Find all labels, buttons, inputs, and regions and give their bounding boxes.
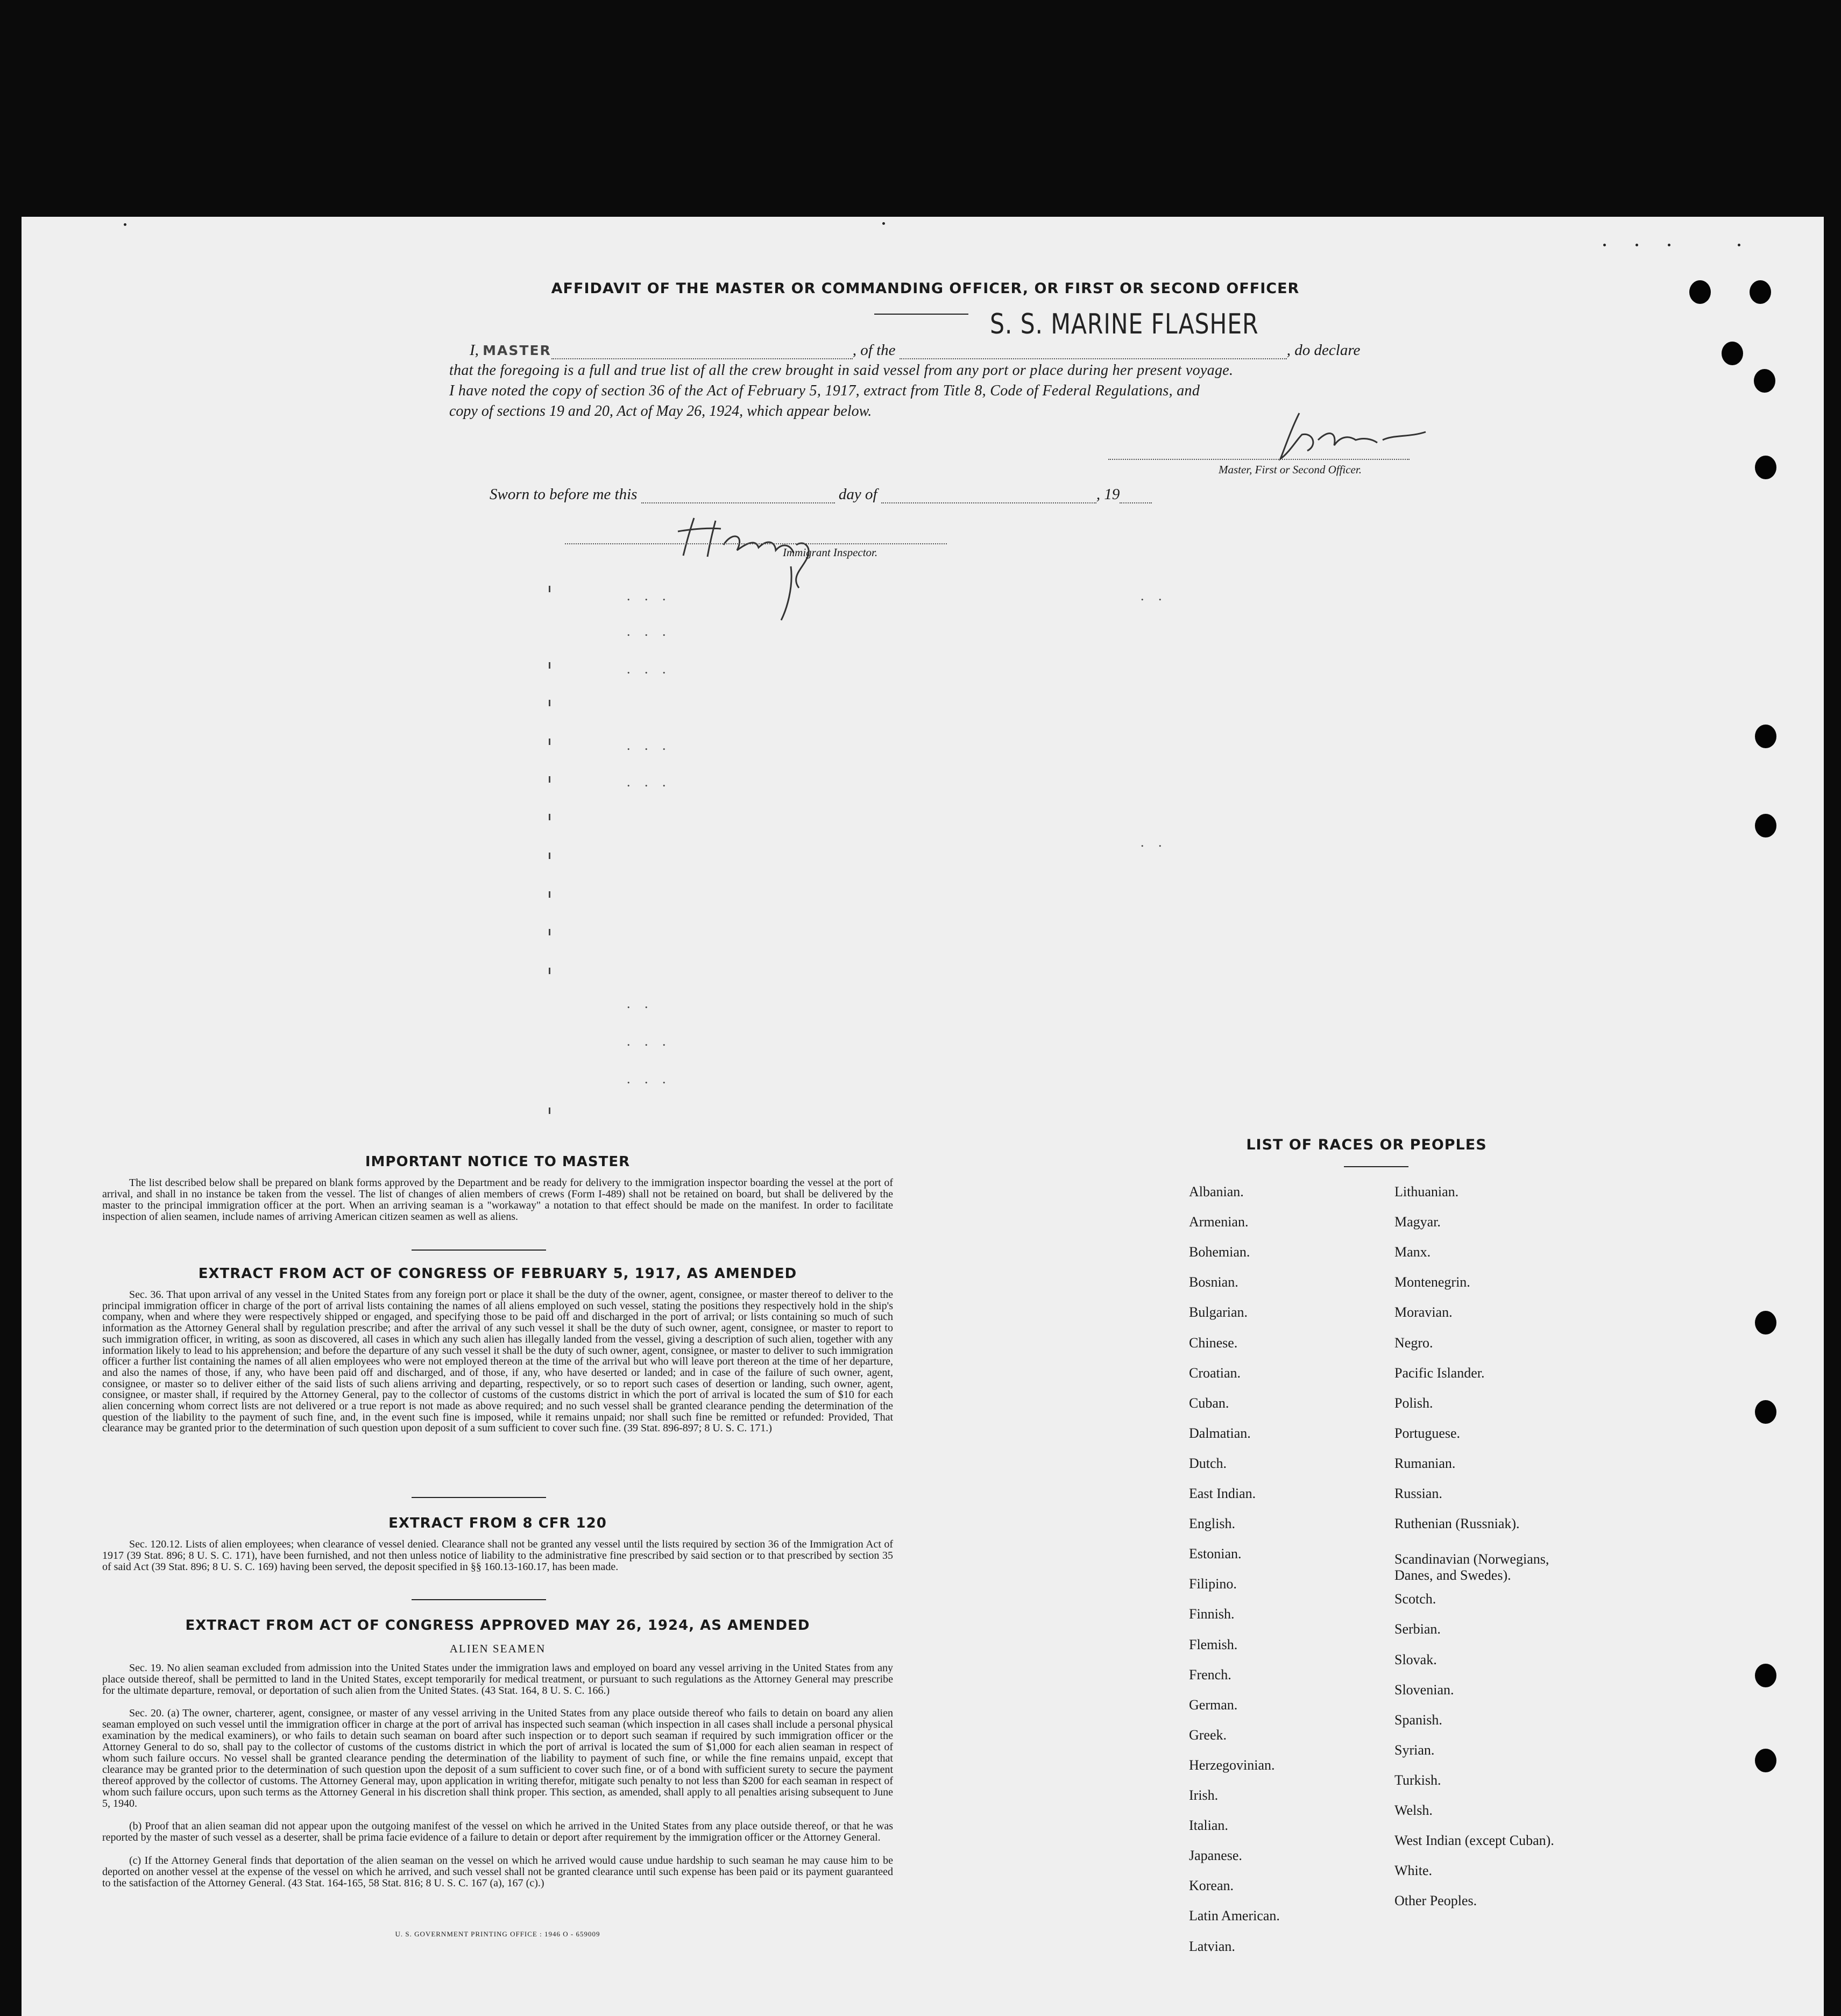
punch-hole xyxy=(1755,814,1776,837)
race-item: Chinese. xyxy=(1189,1334,1238,1351)
race-item: West Indian (except Cuban). xyxy=(1394,1833,1554,1849)
race-item: Latin American. xyxy=(1189,1908,1280,1924)
punch-hole xyxy=(1755,725,1776,748)
affidavit-line1 xyxy=(470,342,1360,359)
race-item: Welsh. xyxy=(1394,1802,1433,1819)
race-item: Syrian. xyxy=(1394,1742,1435,1758)
vessel-fill-line xyxy=(900,344,1287,359)
race-item: Filipino. xyxy=(1189,1576,1237,1592)
sworn-prefix: Sworn to before me this xyxy=(490,486,638,503)
race-item: Estonian. xyxy=(1189,1546,1242,1562)
extract-1924-sec19: Sec. 19. No alien seaman excluded from admission into the United States under the immigration laws and employed on board any vessel arriving in the United States from any place outside thereof, shall be permitted to land in the United States, except temporarily for medical treatment, or pursuant to such regulations as the Attorney General may prescribe for the ultimate departure, removal, or deportation of such alien from the United States. (43 Stat. 164, 8 U. S. C. 166.) xyxy=(102,1662,893,1696)
punch-hole xyxy=(1754,369,1775,393)
race-item: Magyar. xyxy=(1394,1214,1441,1230)
race-item: Polish. xyxy=(1394,1395,1433,1411)
race-item: Bosnian. xyxy=(1189,1274,1238,1290)
speck xyxy=(124,223,126,226)
section-divider xyxy=(412,1599,546,1600)
month-fill-line xyxy=(881,488,1096,503)
race-item: Serbian. xyxy=(1394,1621,1441,1637)
extract-1924-sec20a: Sec. 20. (a) The owner, charterer, agent, consignee, or master of any vessel arriving in the United States from any place outside thereof who fails to detain on board any alien seaman employed on such vessel until the immigration officer in charge at the port of arrival has inspected such seaman (which inspection in all cases shall include a personal physical examination by the medical examiners), or who fails to detain such seaman on board after such inspection or to deport such seaman if required by such immigration officer or the Attorney General to do so, shall pay to the collector of customs of the customs district in which the port of arrival is located the sum of $1,000 for each alien seaman in respect of whom such failure occurs. No vessel shall be granted clearance pending the determination of the liability to payment of such fine, or while the fine remains unpaid, except that clearance may be granted prior to the determination of such question upon the deposit of a sum sufficient to cover such fine, or of a bond with sufficient surety to secure the payment thereof approved by the collector of customs. The Attorney General may, upon application in writing therefor, mitigate such penalty to not less than $200 for each seaman in respect of whom such failure occurs, upon such terms as the Attorney General in his discretion shall think proper. This section, as amended, shall apply to all penalties arising subsequent to June 5, 1940. xyxy=(102,1707,893,1809)
punch-hole xyxy=(1755,1664,1776,1687)
race-item: Negro. xyxy=(1394,1334,1433,1351)
extract-1917-body: Sec. 36. That upon arrival of any vessel in the United States from any foreign port or place it shall be the duty of the owner, agent, consignee, or master thereof to deliver to the principal immigration officer in charge of the port of arrival lists containing the names of all aliens employed on such vessel, stating the positions they respectively hold in the ship's company, when and where they were respectively shipped or engaged, and specifying those to be paid off and discharged in the port of arrival; or lists containing so much of such information as the Attorney General shall by regulation prescribe; and after the arrival of any such vessel it shall be the duty of such owner, agent, consignee, or master to report to such immigration officer, in writing, as soon as discovered, all cases in which any such alien has illegally landed from the vessel, giving a description of such alien, together with any information likely to lead to his apprehension; and before the departure of any such vessel it shall be the duty of such owner, agent, consignee, or master to deliver to such immigration officer a further list containing the names of all alien employees who were not employed thereon at the time of the arrival but who will leave port thereon at the time of her departure, and also the names of those, if any, who have been paid off and discharged, and of those, if any, who have deserted or landed; and in case of the failure of such owner, agent, consignee, or master so to deliver either of the said lists of such aliens arriving and departing, respectively, or so to report such cases of desertion or landing, such owner, agent, consignee, or master shall, if required by the Attorney General, pay to the collector of customs of the customs district in which the port of arrival is located the sum of $10 for each alien concerning whom correct lists are not delivered or a true report is not made as above required; and no such vessel shall be granted clearance pending the determination of the question of the liability to the payment of such fine, and, in the event such fine is imposed, while it remains unpaid; nor shall such fine be remitted or refunded: Provided, That clearance may be granted prior to the determination of such question upon deposit of a sum sufficient to cover such fine. (39 Stat. 896-897; 8 U. S. C. 171.) xyxy=(102,1289,893,1435)
affidavit-title: AFFIDAVIT OF THE MASTER OR COMMANDING OFFICER, OR FIRST OR SECOND OFFICER xyxy=(551,280,1300,297)
speck xyxy=(1668,244,1670,246)
sworn-line xyxy=(490,486,1152,503)
race-item: Dalmatian. xyxy=(1189,1425,1251,1441)
race-item: Slovenian. xyxy=(1394,1681,1454,1698)
extract-cfr-title: EXTRACT FROM 8 CFR 120 xyxy=(388,1515,607,1531)
race-item: East Indian. xyxy=(1189,1486,1256,1501)
race-item: Cuban. xyxy=(1189,1395,1229,1411)
year-label: , 19 xyxy=(1096,486,1120,503)
race-item: Croatian. xyxy=(1189,1365,1241,1381)
race-item: Slovak. xyxy=(1394,1651,1437,1667)
notice-title: IMPORTANT NOTICE TO MASTER xyxy=(365,1154,631,1170)
race-item: Italian. xyxy=(1189,1818,1228,1834)
title-underline xyxy=(874,314,968,315)
race-item: Bohemian. xyxy=(1189,1244,1250,1260)
of-the-label: , of the xyxy=(852,342,896,359)
race-item: Montenegrin. xyxy=(1394,1274,1470,1290)
race-item: German. xyxy=(1189,1696,1238,1713)
rank-fill-line xyxy=(551,344,853,359)
race-item: Herzegovinian. xyxy=(1189,1757,1275,1773)
race-item: Lithuanian. xyxy=(1394,1184,1459,1199)
section-divider xyxy=(412,1250,546,1251)
race-item: Portuguese. xyxy=(1394,1425,1461,1441)
affidavit-line4: copy of sections 19 and 20, Act of May 26, 1924, which appear below. xyxy=(449,403,872,420)
punch-hole xyxy=(1755,1311,1776,1334)
race-item: Ruthenian (Russniak). xyxy=(1394,1516,1520,1532)
race-item: Turkish. xyxy=(1394,1772,1441,1788)
do-declare-label: , do declare xyxy=(1286,342,1361,359)
master-signature xyxy=(1248,408,1442,467)
race-item: Scandinavian (Norwegians, Danes, and Swedes). xyxy=(1394,1551,1549,1584)
race-item: Pacific Islander. xyxy=(1394,1365,1485,1381)
punch-hole xyxy=(1755,1400,1776,1424)
inspector-caption: Immigrant Inspector. xyxy=(783,546,878,559)
year-fill-line xyxy=(1120,488,1152,503)
race-item: Armenian. xyxy=(1189,1214,1249,1230)
race-item: Latvian. xyxy=(1189,1938,1235,1954)
day-fill-line xyxy=(641,488,835,503)
race-item: English. xyxy=(1189,1516,1235,1532)
race-item: Scotch. xyxy=(1394,1591,1436,1607)
document-page: AFFIDAVIT OF THE MASTER OR COMMANDING OFFICER, OR FIRST OR SECOND OFFICER S. S. MARINE FLASHER I, MASTER , of the , do declare that the foregoing is a full and true list of all the crew brought in said vessel from any port or place during her present voyage. I have noted the copy of section 36 of the Act of February 5, 1917, extract from Title 8, Code of Federal Regulations, and copy of sections 19 and 20, Act of May 26, 1924, which appear below. Master, First or Second Officer. Sworn to before me this day of , 19 Immigrant Inspector. . . . . . . . . . . . . . . . . . . . . . . . . . . . IMPORTANT NOTICE TO MASTER The list described below shall be prepared on blank forms approved by the Department and be ready for delivery to the immigration inspector boarding the vessel at the port of arrival, and shall in no instance be taken from the vessel. The list of changes of alien members of crews (Form I-489) shall not be retained on board, but shall be delivered by the master to the principal immigration officer at the port. When an arriving seaman is a "workaway" a notation to that effect should be made on the manifest. In order to facilitate inspection of alien seamen, include names of arriving American citizen seamen as well as aliens. EXTRACT FROM ACT OF CONGRESS OF FEBRUARY 5, 1917, AS AMENDED Sec. 36. That upon arrival of any vessel in the United States from any foreign port or place it shall be the duty of the owner, agent, consignee, or master thereof to deliver to the principal immigration officer in charge of the port of arrival lists containing the names of all aliens employed on such vessel, stating the positions they respectively hold in the ship's company, when and where they were respectively shipped or engaged, and specifying those to be paid off and discharged in the port of arrival; or lists containing so much of such information as the Attorney General shall by regulation prescribe; and after the arrival of any such vessel it shall be the duty of such owner, agent, consignee, or master to report to such immigration officer, in writing, as soon as discovered, all cases in which any such alien has illegally landed from the vessel, giving a description of such alien, together with any information likely to lead to his apprehension; and before the departure of any such vessel it shall be the duty of such owner, agent, consignee, or master to deliver to such immigration officer a further list containing the names of all alien employees who were not employed thereon at the time of the arrival but who will leave port thereon at the time of her departure, and also the names of those, if any, who have been paid off and discharged, and of those, if any, who have deserted or landed; and in case of the failure of such owner, agent, consignee, or master so to deliver either of the said lists of such aliens arriving and departing, respectively, or so to report such cases of desertion or landing, such owner, agent, consignee, or master shall, if required by the Attorney General, pay to the collector of customs of the customs district in which the port of arrival is located the sum of $10 for each alien concerning whom correct lists are not delivered or a true report is not made as above required; and no such vessel shall be granted clearance pending the determination of the question of the liability to the payment of such fine, and, in the event such fine is imposed, while it remains unpaid; nor shall such fine be remitted or refunded: Provided, That clearance may be granted prior to the determination of such question upon deposit of a sum sufficient to cover such fine. (39 Stat. 896-897; 8 U. S. C. 171.) EXTRACT FROM 8 CFR 120 Sec. 120.12. Lists of alien employees; when clearance of vessel denied. Clearance shall not be granted any vessel until the lists required by section 36 of the Immigration Act of 1917 (39 Stat. 896; 8 U. S. C. 171), have been furnished, and not then unless notice of liability to the administrative fine prescribed by said section or to that prescribed by section 35 of said Act (39 Stat. 896; 8 U. S. C. 169) having been served, the deposit specified in §§ 160.13-160.17, has been made. EXTRACT FROM ACT OF CONGRESS APPROVED MAY 26, 1924, AS AMENDED ALIEN SEAMEN Sec. 19. No alien seaman excluded from admission into the United States under the immigration laws and employed on board any vessel arriving in the United States from any place outside thereof, shall be permitted to land in the United States, except temporarily for medical treatment, or pursuant to such regulations as the Attorney General may prescribe for the ultimate departure, removal, or deportation of such alien from the United States. (43 Stat. 164, 8 U. S. C. 166.) Sec. 20. (a) The owner, charterer, agent, consignee, or master of any vessel arriving in the United States from any place outside thereof who fails to detain on board any alien seaman employed on such vessel until the immigration officer in charge at the port of arrival has inspected such seaman (which inspection in all cases shall include a personal physical examination by the medical examiners), or who fails to detain such seaman on board after such inspection or to deport such seaman if required by such immigration officer or the Attorney General to do so, shall pay to the collector of customs of the customs district in which the port of arrival is located the sum of $1,000 for each alien seaman in respect of whom such failure occurs. No vessel shall be granted clearance pending the determination of the liability to payment of such fine, or while the fine remains unpaid, except that clearance may be granted prior to the determination of such question upon the deposit of a sum sufficient to cover such fine, or of a bond with sufficient surety to secure the payment thereof approved by the collector of customs. The Attorney General may, upon application in writing therefor, mitigate such penalty to not less than $200 for each seaman in respect of whom such failure occurs, upon such terms as the Attorney General in his discretion shall think proper. This section, as amended, shall apply to all penalties arising subsequent to June 5, 1940. (b) Proof that an alien seaman did not appear upon the outgoing manifest of the vessel on which he arrived in the United States from any place outside thereof, or that he was reported by the master of such vessel as a deserter, shall be prima facie evidence of a failure to detain or deport after requirement by the immigration officer or the Attorney General. (c) If the Attorney General finds that deportation of the alien seaman on the vessel on which he arrived would cause undue hardship to such seaman he may cause him to be deported on another vessel at the expense of the vessel on which he arrived, and such vessel shall not be granted clearance until such expense has been paid or its payment guaranteed to the satisfaction of the Attorney General. (43 Stat. 164-165, 58 Stat. 816; 8 U. S. C. 167 (a), 167 (c).) U. S. GOVERNMENT PRINTING OFFICE : 1946 O - 659009 LIST OF RACES OR PEOPLES Albanian. Armenian. Bohemian. Bosnian. Bulgarian. Chinese. Croatian. Cuban. Dalmatian. Dutch. East Indian. English. Estonian. Filipino. Finnish. Flemish. French. German. Greek. Herzegovinian. Irish. Italian. Japanese. Korean. Latin American. Latvian. Lithuanian. Magyar. Manx. Montenegrin. Moravian. Negro. Pacific Islander. Polish. Portuguese. Rumanian. Russian. Ruthenian (Russniak). Scandinavian (Norwegians, Danes, and Swedes). Scotch. Serbian. Slovak. Slovenian. Spanish. Syrian. Turkish. Welsh. West Indian (except Cuban). White. Other Peoples. xyxy=(22,217,1824,2016)
races-title: LIST OF RACES OR PEOPLES xyxy=(1246,1137,1487,1153)
affidavit-line2: that the foregoing is a full and true list of all the crew brought in said vessel from any port or place during her present voyage. xyxy=(449,362,1234,379)
notice-body: The list described below shall be prepared on blank forms approved by the Department and be ready for delivery to the immigration inspector boarding the vessel at the port of arrival, and shall in no instance be taken from the vessel. The list of changes of alien members of crews (Form I-489) shall not be retained on board, but shall be delivered by the master to the principal immigration officer at the port. When an arriving seaman is a "workaway" a notation to that effect should be made on the manifest. In order to facilitate inspection of alien seamen, include names of arriving American citizen seamen as well as aliens. xyxy=(102,1177,893,1223)
extract-1924-sec20b: (b) Proof that an alien seaman did not appear upon the outgoing manifest of the vessel on which he arrived in the United States from any place outside thereof, or that he was reported by the master of such vessel as a deserter, shall be prima facie evidence of a failure to detain or deport after requirement by the immigration officer or the Attorney General. xyxy=(102,1820,893,1843)
race-item: Japanese. xyxy=(1189,1848,1242,1864)
section-divider xyxy=(412,1497,546,1498)
punch-hole xyxy=(1722,342,1743,365)
punch-hole xyxy=(1755,1749,1776,1772)
extract-1924-sec20c: (c) If the Attorney General finds that deportation of the alien seaman on the vessel on which he arrived would cause undue hardship to such seaman he may cause him to be deported on another vessel at the expense of the vessel on which he arrived, and such vessel shall not be granted clearance until such expense has been paid or its payment guaranteed to the satisfaction of the Attorney General. (43 Stat. 164-165, 58 Stat. 816; 8 U. S. C. 167 (a), 167 (c).) xyxy=(102,1855,893,1889)
race-item: Finnish. xyxy=(1189,1606,1235,1622)
race-item: Dutch. xyxy=(1189,1455,1227,1471)
rank-stamp: MASTER xyxy=(483,343,551,358)
affidavit-line3: I have noted the copy of section 36 of the Act of February 5, 1917, extract from Title 8, Code of Federal Regulations, and xyxy=(449,382,1200,399)
speck xyxy=(882,222,885,225)
punch-hole xyxy=(1755,456,1776,479)
speck xyxy=(1635,244,1638,246)
race-item: Bulgarian. xyxy=(1189,1304,1248,1321)
race-item: Greek. xyxy=(1189,1727,1227,1743)
day-of-label: day of xyxy=(838,486,877,503)
race-item: French. xyxy=(1189,1666,1231,1683)
races-title-underline xyxy=(1344,1166,1408,1167)
race-item: Flemish. xyxy=(1189,1636,1238,1652)
punch-hole xyxy=(1689,280,1711,304)
race-item: Russian. xyxy=(1394,1486,1442,1501)
vessel-name-stamp: S. S. MARINE FLASHER xyxy=(990,308,1259,340)
inspector-signature xyxy=(662,507,866,626)
race-item: Manx. xyxy=(1394,1244,1431,1260)
extract-cfr-body: Sec. 120.12. Lists of alien employees; when clearance of vessel denied. Clearance shall not be granted any vessel until the lists required by section 36 of the Immigration Act of 1917 (39 Stat. 896; 8 U. S. C. 171), have been furnished, and not then unless notice of liability to the administrative fine prescribed by said section or to that prescribed by section 35 of said Act (39 Stat. 896; 8 U. S. C. 169) having been served, the deposit specified in §§ 160.13-160.17, has been made. xyxy=(102,1538,893,1573)
race-item: Irish. xyxy=(1189,1787,1219,1803)
punch-hole xyxy=(1750,280,1771,304)
line1-prefix: I, xyxy=(470,342,479,359)
printer-imprint: U. S. GOVERNMENT PRINTING OFFICE : 1946 O - 659009 xyxy=(395,1930,600,1938)
extract-1924-subtitle: ALIEN SEAMEN xyxy=(449,1642,546,1655)
race-item: Spanish. xyxy=(1394,1712,1442,1728)
extract-1917-title: EXTRACT FROM ACT OF CONGRESS OF FEBRUARY 5, 1917, AS AMENDED xyxy=(198,1266,797,1282)
speck xyxy=(1603,244,1606,246)
race-item: Albanian. xyxy=(1189,1184,1244,1199)
race-item: Rumanian. xyxy=(1394,1455,1456,1471)
extract-1924-title: EXTRACT FROM ACT OF CONGRESS APPROVED MAY 26, 1924, AS AMENDED xyxy=(185,1617,810,1634)
race-item: Korean. xyxy=(1189,1878,1234,1894)
speck xyxy=(1738,244,1740,246)
race-item: White. xyxy=(1394,1863,1433,1879)
race-item: Moravian. xyxy=(1394,1304,1453,1321)
inspector-signature-line xyxy=(565,543,947,544)
signature-caption: Master, First or Second Officer. xyxy=(1219,463,1362,476)
race-item: Other Peoples. xyxy=(1394,1893,1477,1909)
